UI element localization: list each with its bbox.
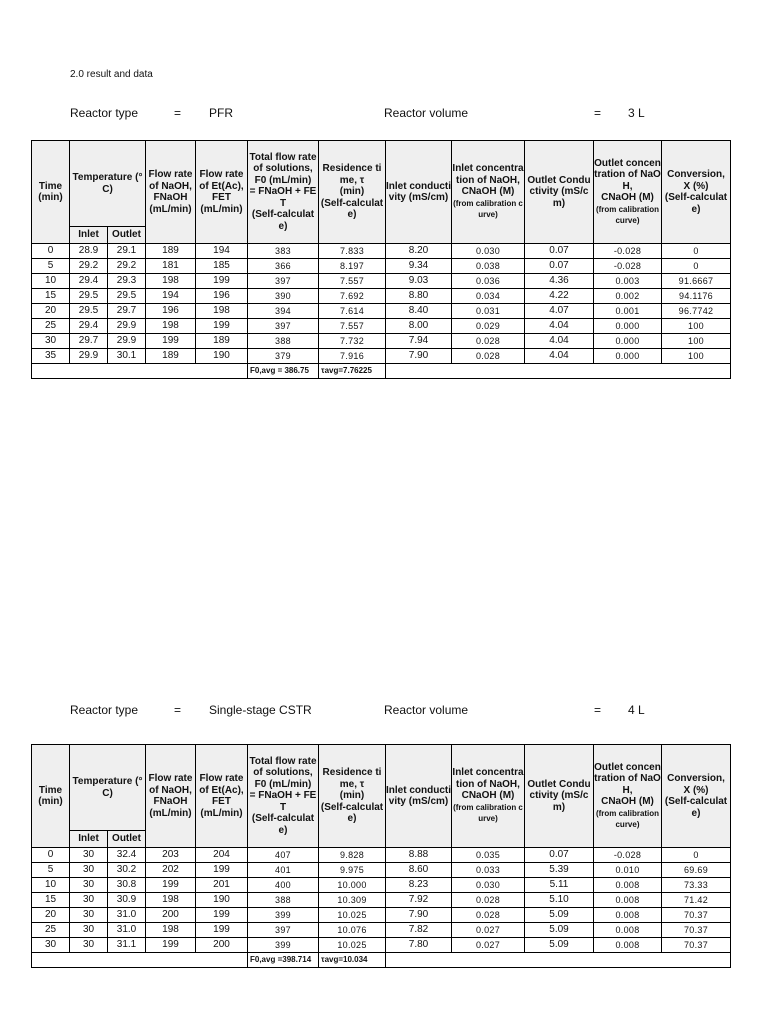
cell-inlet-conductivity: 7.90: [386, 349, 452, 364]
table-row: [32, 349, 731, 364]
header-inlet-conc-line3: (from calibration curve): [453, 802, 523, 824]
cell-inlet-concentration: 0.031: [452, 304, 525, 319]
f0-avg: F0,avg = 386.75: [248, 364, 319, 379]
header-residence-line2: (min): [339, 790, 365, 802]
cell-conversion: 100: [662, 334, 731, 349]
table-row: [32, 334, 731, 349]
cell-outlet-conductivity: 0.07: [525, 259, 594, 274]
cell-residence-time: 10.076: [319, 923, 386, 938]
cell-outlet-conductivity: 4.04: [525, 349, 594, 364]
cell-outlet-concentration: 0.002: [594, 289, 662, 304]
header-inlet-conc-line1: Inlet concentration of NaOH,: [452, 767, 524, 790]
header-outlet-concentration: [594, 141, 662, 244]
cell-outlet-conductivity: 4.04: [525, 319, 594, 334]
pfr-table-body: [32, 244, 731, 364]
cell-time: 20: [32, 908, 70, 923]
cell-residence-time: 8.197: [319, 259, 386, 274]
cell-inlet-concentration: 0.034: [452, 289, 525, 304]
cell-outlet-concentration: 0.003: [594, 274, 662, 289]
header-outlet-temp: Outlet: [108, 227, 146, 244]
cell-time: 20: [32, 304, 70, 319]
header-conversion-line3: (Self-calculate): [664, 192, 728, 215]
cell-inlet-temp: 29.4: [70, 274, 108, 289]
cell-outlet-temp: 29.5: [108, 289, 146, 304]
cell-inlet-temp: 29.7: [70, 334, 108, 349]
cell-total-flow: 400: [248, 878, 319, 893]
cell-total-flow: 397: [248, 923, 319, 938]
header-outlet-conc-line3: (from calibration curve): [595, 204, 660, 225]
cell-flow-naoh: 199: [146, 938, 196, 953]
cell-conversion: 91.6667: [662, 274, 731, 289]
header-temperature: Temperature (°C): [70, 141, 146, 227]
table-row: [32, 244, 731, 259]
table-row: [32, 938, 731, 953]
cell-residence-time: 9.975: [319, 863, 386, 878]
header-total-flow: [248, 141, 319, 244]
cell-residence-time: 7.614: [319, 304, 386, 319]
cell-flow-et: 199: [196, 923, 248, 938]
cell-conversion: 100: [662, 319, 731, 334]
cell-outlet-conductivity: 5.09: [525, 938, 594, 953]
cell-inlet-concentration: 0.038: [452, 259, 525, 274]
header-inlet-conc-line1: Inlet concentration of NaOH,: [452, 163, 524, 186]
cell-time: 30: [32, 334, 70, 349]
cell-outlet-temp: 30.2: [108, 863, 146, 878]
cell-outlet-temp: 30.9: [108, 893, 146, 908]
header-inlet-conc-line2: CNaOH (M): [461, 186, 515, 198]
cell-total-flow: 379: [248, 349, 319, 364]
cell-outlet-temp: 29.9: [108, 334, 146, 349]
header-outlet-conductivity: Outlet Conductivity (mS/cm): [525, 745, 594, 848]
cell-residence-time: 7.833: [319, 244, 386, 259]
cell-total-flow: 397: [248, 274, 319, 289]
header-residence-line2: (min): [339, 186, 365, 198]
cell-outlet-concentration: 0.000: [594, 349, 662, 364]
header-flow-et-line3: (mL/min): [200, 203, 243, 215]
header-total-flow: [248, 745, 319, 848]
cell-flow-et: 194: [196, 244, 248, 259]
cell-time: 0: [32, 848, 70, 863]
cell-inlet-temp: 29.5: [70, 304, 108, 319]
header-flow-et-line1: Flow rate of Et(Ac),: [199, 169, 244, 192]
cell-time: 10: [32, 274, 70, 289]
cell-outlet-temp: 29.7: [108, 304, 146, 319]
cell-residence-time: 7.692: [319, 289, 386, 304]
tau-avg: τavg=10.034: [319, 953, 386, 968]
header-flow-naoh-line2: FNaOH: [153, 192, 188, 203]
table-row: [32, 908, 731, 923]
reactor-type-label: Reactor type: [70, 703, 139, 717]
cell-flow-et: 200: [196, 938, 248, 953]
cell-outlet-conductivity: 4.07: [525, 304, 594, 319]
cell-residence-time: 10.025: [319, 938, 386, 953]
reactor-volume-value: 3 L: [628, 106, 645, 120]
table-row: [32, 893, 731, 908]
cell-outlet-conductivity: 5.10: [525, 893, 594, 908]
header-time: Time (min): [32, 141, 70, 244]
table-row: [32, 319, 731, 334]
cell-flow-naoh: 198: [146, 319, 196, 334]
header-flow-naoh: [146, 745, 196, 848]
header-total-flow-line1: Total flow rate of solutions,: [249, 151, 317, 175]
cell-inlet-conductivity: 7.80: [386, 938, 452, 953]
cell-outlet-conductivity: 5.09: [525, 908, 594, 923]
cell-inlet-concentration: 0.036: [452, 274, 525, 289]
cell-inlet-concentration: 0.027: [452, 938, 525, 953]
table-row: [32, 274, 731, 289]
cell-inlet-concentration: 0.028: [452, 908, 525, 923]
cell-flow-naoh: 199: [146, 334, 196, 349]
cell-outlet-concentration: 0.000: [594, 334, 662, 349]
header-inlet-conductivity: Inlet conductivity (mS/cm): [386, 745, 452, 848]
header-outlet-conc-line1: Outlet concentration of NaOH,: [594, 157, 661, 192]
cell-conversion: 94.1176: [662, 289, 731, 304]
cell-total-flow: 388: [248, 893, 319, 908]
cell-outlet-temp: 31.0: [108, 908, 146, 923]
table-row: [32, 878, 731, 893]
header-time: Time (min): [32, 745, 70, 848]
cell-outlet-temp: 30.1: [108, 349, 146, 364]
cell-inlet-conductivity: 8.00: [386, 319, 452, 334]
cell-flow-naoh: 189: [146, 244, 196, 259]
header-conversion-line1: Conversion,: [667, 773, 725, 784]
header-total-flow-line2: F0 (mL/min): [254, 174, 312, 186]
table-row: [32, 848, 731, 863]
cell-conversion: 70.37: [662, 938, 731, 953]
header-flow-et-line2: FET: [212, 796, 231, 807]
table-row: [32, 259, 731, 274]
cell-total-flow: 366: [248, 259, 319, 274]
cell-inlet-conductivity: 8.20: [386, 244, 452, 259]
header-flow-naoh: [146, 141, 196, 244]
cell-total-flow: 383: [248, 244, 319, 259]
cell-inlet-conductivity: 8.80: [386, 289, 452, 304]
cell-inlet-temp: 30: [70, 863, 108, 878]
header-total-flow-line2: F0 (mL/min): [254, 778, 312, 790]
header-residence-time: [319, 141, 386, 244]
pfr-results-table: [31, 140, 731, 379]
cell-residence-time: 10.000: [319, 878, 386, 893]
cell-conversion: 0: [662, 848, 731, 863]
header-flow-et-line2: FET: [212, 192, 231, 203]
cell-inlet-temp: 30: [70, 923, 108, 938]
header-outlet-conductivity: Outlet Conductivity (mS/cm): [525, 141, 594, 244]
cell-outlet-concentration: 0.000: [594, 319, 662, 334]
cell-time: 0: [32, 244, 70, 259]
header-conversion-line3: (Self-calculate): [664, 796, 728, 819]
cell-inlet-temp: 30: [70, 938, 108, 953]
cell-conversion: 73.33: [662, 878, 731, 893]
equals-sign: =: [594, 106, 602, 120]
cell-outlet-conductivity: 5.09: [525, 923, 594, 938]
cell-inlet-conductivity: 7.94: [386, 334, 452, 349]
cell-inlet-conductivity: 7.90: [386, 908, 452, 923]
cell-flow-et: 201: [196, 878, 248, 893]
cell-inlet-concentration: 0.030: [452, 244, 525, 259]
cell-flow-naoh: 203: [146, 848, 196, 863]
header-outlet-conc-line1: Outlet concentration of NaOH,: [594, 761, 661, 796]
cell-residence-time: 7.557: [319, 319, 386, 334]
cell-conversion: 0: [662, 259, 731, 274]
cell-outlet-conductivity: 4.04: [525, 334, 594, 349]
header-inlet-conc-line2: CNaOH (M): [461, 790, 515, 802]
cell-conversion: 70.37: [662, 908, 731, 923]
cell-flow-naoh: 194: [146, 289, 196, 304]
reactor-type-label: Reactor type: [70, 106, 139, 120]
cell-inlet-conductivity: 7.82: [386, 923, 452, 938]
cell-outlet-conductivity: 5.39: [525, 863, 594, 878]
header-flow-naoh-line3: (mL/min): [149, 807, 192, 819]
cell-flow-et: 199: [196, 319, 248, 334]
table-row: [32, 923, 731, 938]
header-outlet-concentration: [594, 745, 662, 848]
cell-inlet-conductivity: 7.92: [386, 893, 452, 908]
cell-outlet-conductivity: 4.22: [525, 289, 594, 304]
cell-conversion: 100: [662, 349, 731, 364]
header-flow-et-line1: Flow rate of Et(Ac),: [199, 773, 244, 796]
header-residence-line3: (Self-calculate): [320, 197, 384, 221]
reactor-volume-label: Reactor volume: [384, 106, 469, 120]
header-temperature: Temperature (°C): [70, 745, 146, 831]
cell-total-flow: 407: [248, 848, 319, 863]
cell-inlet-temp: 29.5: [70, 289, 108, 304]
header-residence-line3: (Self-calculate): [320, 801, 384, 825]
cell-inlet-concentration: 0.035: [452, 848, 525, 863]
header-flow-et: [196, 745, 248, 848]
cell-inlet-temp: 30: [70, 848, 108, 863]
cell-outlet-concentration: 0.010: [594, 863, 662, 878]
cell-outlet-temp: 31.0: [108, 923, 146, 938]
reactor-type-value: Single-stage CSTR: [209, 703, 312, 717]
cell-flow-naoh: 198: [146, 893, 196, 908]
cell-flow-et: 198: [196, 304, 248, 319]
cell-outlet-temp: 32.4: [108, 848, 146, 863]
cell-conversion: 69.69: [662, 863, 731, 878]
cell-total-flow: 394: [248, 304, 319, 319]
cell-flow-naoh: 181: [146, 259, 196, 274]
tau-avg: τavg=7.76225: [319, 364, 386, 379]
header-total-flow-line1: Total flow rate of solutions,: [249, 755, 317, 779]
header-residence-line1: Residence time, τ: [322, 163, 382, 186]
cell-outlet-concentration: 0.008: [594, 938, 662, 953]
header-flow-et-line3: (mL/min): [200, 807, 243, 819]
cstr-results-table: [31, 744, 731, 968]
header-flow-et: [196, 141, 248, 244]
table-row: [32, 289, 731, 304]
cell-inlet-temp: 29.9: [70, 349, 108, 364]
cstr-table-body: [32, 848, 731, 953]
section-title: 2.0 result and data: [70, 69, 153, 80]
footer-empty: [386, 364, 731, 379]
cell-time: 35: [32, 349, 70, 364]
header-outlet-conc-line3: (from calibration curve): [595, 808, 660, 829]
header-inlet-conc-line3: (from calibration curve): [453, 198, 523, 220]
header-conversion-line1: Conversion,: [667, 169, 725, 180]
header-inlet-conductivity: Inlet conductivity (mS/cm): [386, 141, 452, 244]
cell-outlet-temp: 29.1: [108, 244, 146, 259]
header-outlet-conc-line2: CNaOH (M): [601, 796, 654, 807]
cell-outlet-temp: 29.9: [108, 319, 146, 334]
cell-residence-time: 7.916: [319, 349, 386, 364]
cell-flow-et: 204: [196, 848, 248, 863]
cell-time: 25: [32, 923, 70, 938]
header-flow-naoh-line3: (mL/min): [149, 203, 192, 215]
cell-residence-time: 10.025: [319, 908, 386, 923]
header-residence-time: [319, 745, 386, 848]
cell-outlet-conductivity: 5.11: [525, 878, 594, 893]
cell-total-flow: 401: [248, 863, 319, 878]
cell-total-flow: 388: [248, 334, 319, 349]
cell-outlet-temp: 29.2: [108, 259, 146, 274]
header-total-flow-line4: (Self-calculate): [251, 209, 315, 232]
cell-flow-naoh: 198: [146, 923, 196, 938]
cell-inlet-temp: 30: [70, 908, 108, 923]
cell-conversion: 70.37: [662, 923, 731, 938]
cell-residence-time: 10.309: [319, 893, 386, 908]
cell-outlet-concentration: 0.001: [594, 304, 662, 319]
cell-total-flow: 399: [248, 908, 319, 923]
cell-inlet-concentration: 0.028: [452, 334, 525, 349]
cell-flow-et: 199: [196, 908, 248, 923]
cell-outlet-concentration: -0.028: [594, 848, 662, 863]
cell-time: 10: [32, 878, 70, 893]
cell-outlet-temp: 31.1: [108, 938, 146, 953]
cell-flow-naoh: 189: [146, 349, 196, 364]
cell-flow-naoh: 202: [146, 863, 196, 878]
equals-sign: =: [174, 703, 182, 717]
cell-conversion: 96.7742: [662, 304, 731, 319]
cell-flow-et: 199: [196, 274, 248, 289]
cell-time: 15: [32, 893, 70, 908]
cell-residence-time: 7.557: [319, 274, 386, 289]
table-row: [32, 863, 731, 878]
cell-time: 5: [32, 863, 70, 878]
reactor-type-value: PFR: [209, 106, 233, 120]
cell-inlet-concentration: 0.028: [452, 893, 525, 908]
cell-inlet-concentration: 0.028: [452, 349, 525, 364]
footer-empty: [32, 953, 248, 968]
cell-outlet-concentration: 0.008: [594, 923, 662, 938]
cell-outlet-conductivity: 0.07: [525, 244, 594, 259]
header-flow-naoh-line2: FNaOH: [153, 796, 188, 807]
header-residence-line1: Residence time, τ: [322, 767, 382, 790]
cell-outlet-concentration: 0.008: [594, 908, 662, 923]
reactor-volume-value: 4 L: [628, 703, 645, 717]
cell-time: 25: [32, 319, 70, 334]
header-total-flow-line3: = FNaOH + FET: [249, 790, 317, 813]
cell-flow-naoh: 198: [146, 274, 196, 289]
cell-flow-naoh: 199: [146, 878, 196, 893]
cell-flow-naoh: 200: [146, 908, 196, 923]
cell-inlet-conductivity: 8.88: [386, 848, 452, 863]
header-inlet-concentration: [452, 745, 525, 848]
cell-outlet-concentration: -0.028: [594, 244, 662, 259]
cell-inlet-conductivity: 9.34: [386, 259, 452, 274]
cell-inlet-conductivity: 8.60: [386, 863, 452, 878]
cell-outlet-temp: 30.8: [108, 878, 146, 893]
f0-avg: F0,avg =398.714: [248, 953, 319, 968]
cell-inlet-temp: 30: [70, 878, 108, 893]
cell-inlet-conductivity: 8.40: [386, 304, 452, 319]
equals-sign: =: [594, 703, 602, 717]
footer-empty: [386, 953, 731, 968]
footer-empty: [32, 364, 248, 379]
cell-total-flow: 390: [248, 289, 319, 304]
cell-time: 15: [32, 289, 70, 304]
cell-flow-et: 196: [196, 289, 248, 304]
cell-outlet-conductivity: 4.36: [525, 274, 594, 289]
cell-outlet-concentration: 0.008: [594, 878, 662, 893]
header-conversion: [662, 141, 731, 244]
cell-inlet-temp: 28.9: [70, 244, 108, 259]
cell-conversion: 71.42: [662, 893, 731, 908]
cell-inlet-temp: 29.2: [70, 259, 108, 274]
equals-sign: =: [174, 106, 182, 120]
header-conversion-line2: X (%): [683, 784, 709, 796]
header-inlet-concentration: [452, 141, 525, 244]
cell-inlet-concentration: 0.029: [452, 319, 525, 334]
cell-conversion: 0: [662, 244, 731, 259]
cell-outlet-concentration: 0.008: [594, 893, 662, 908]
cell-flow-et: 199: [196, 863, 248, 878]
cell-flow-et: 189: [196, 334, 248, 349]
cell-total-flow: 397: [248, 319, 319, 334]
cell-flow-et: 190: [196, 893, 248, 908]
header-flow-naoh-line1: Flow rate of NaOH,: [148, 169, 193, 192]
header-conversion: [662, 745, 731, 848]
cell-inlet-concentration: 0.027: [452, 923, 525, 938]
header-outlet-temp: Outlet: [108, 831, 146, 848]
cell-flow-et: 185: [196, 259, 248, 274]
reactor-volume-label: Reactor volume: [384, 703, 469, 717]
header-inlet-temp: Inlet: [70, 831, 108, 848]
cell-time: 5: [32, 259, 70, 274]
cell-time: 30: [32, 938, 70, 953]
cell-inlet-temp: 30: [70, 893, 108, 908]
cell-inlet-temp: 29.4: [70, 319, 108, 334]
cell-total-flow: 399: [248, 938, 319, 953]
header-flow-naoh-line1: Flow rate of NaOH,: [148, 773, 193, 796]
cell-inlet-concentration: 0.030: [452, 878, 525, 893]
cell-inlet-conductivity: 8.23: [386, 878, 452, 893]
cell-residence-time: 7.732: [319, 334, 386, 349]
header-conversion-line2: X (%): [683, 180, 709, 192]
cell-inlet-concentration: 0.033: [452, 863, 525, 878]
cell-flow-naoh: 196: [146, 304, 196, 319]
header-inlet-temp: Inlet: [70, 227, 108, 244]
cell-outlet-conductivity: 0.07: [525, 848, 594, 863]
header-outlet-conc-line2: CNaOH (M): [601, 192, 654, 203]
cell-inlet-conductivity: 9.03: [386, 274, 452, 289]
header-total-flow-line4: (Self-calculate): [251, 813, 315, 836]
header-total-flow-line3: = FNaOH + FET: [249, 186, 317, 209]
cell-flow-et: 190: [196, 349, 248, 364]
cell-outlet-concentration: -0.028: [594, 259, 662, 274]
table-row: [32, 304, 731, 319]
cell-outlet-temp: 29.3: [108, 274, 146, 289]
cell-residence-time: 9.828: [319, 848, 386, 863]
